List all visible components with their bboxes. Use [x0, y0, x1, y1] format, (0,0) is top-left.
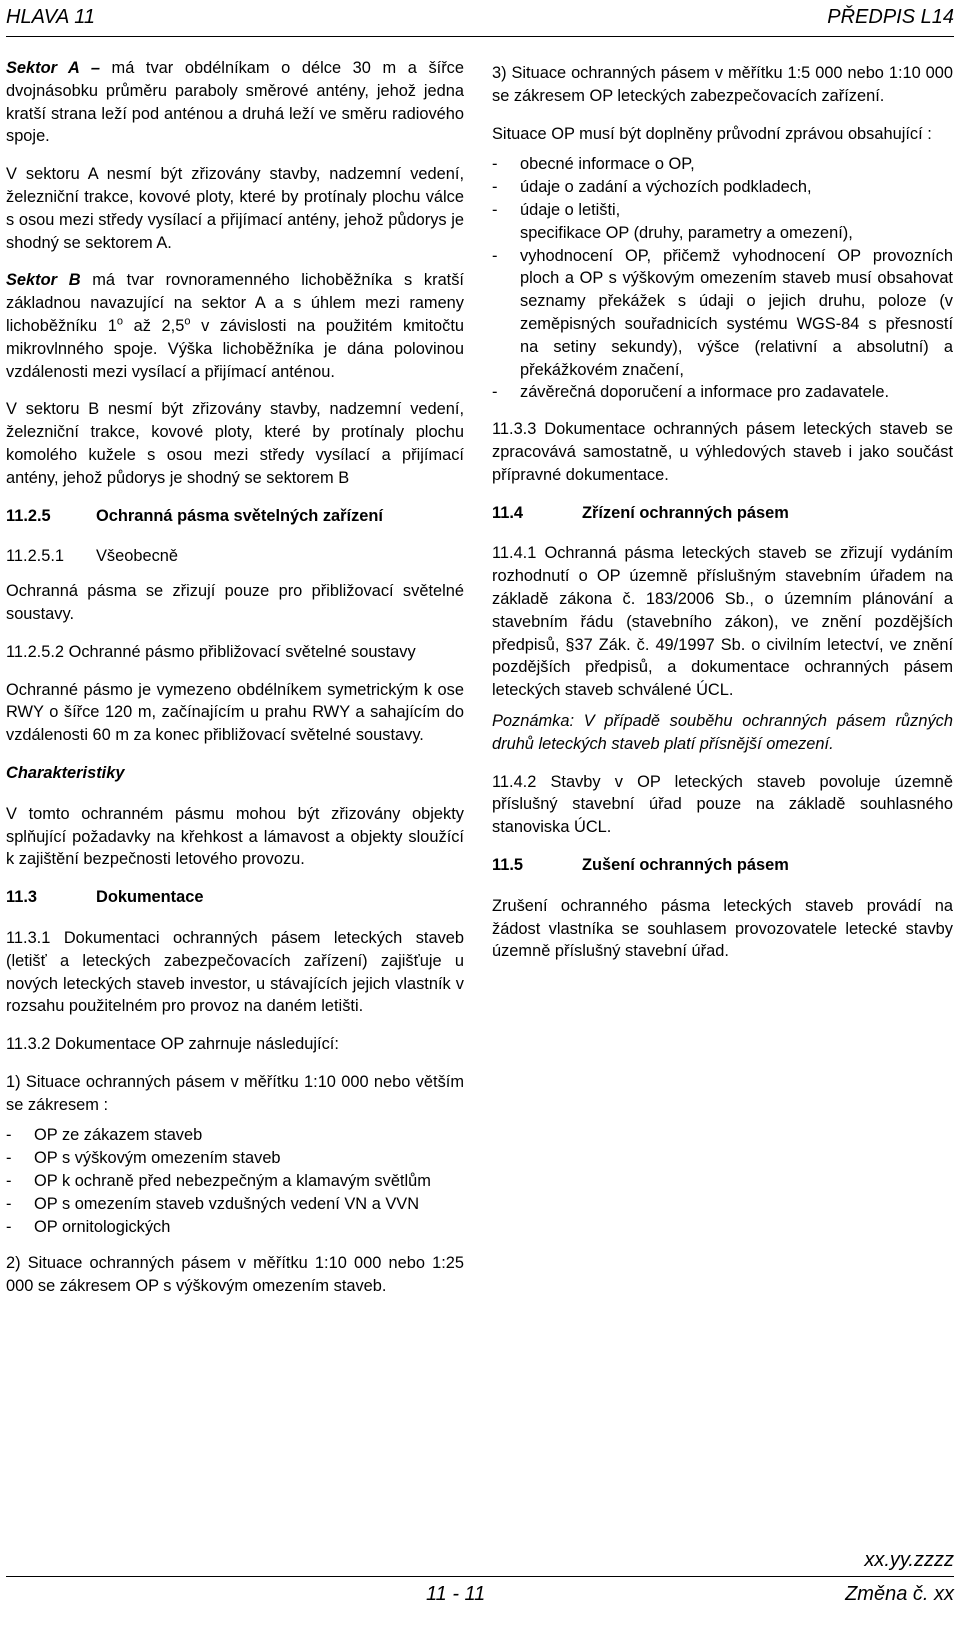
paragraph-zprava: Situace OP musí být doplněny průvodní zprávou obsahující : [492, 124, 932, 143]
footer-date: xx.yy.zzzz [864, 1549, 954, 1571]
section-heading-11-3: 11.3 Dokumentace [6, 888, 204, 907]
subsection-heading-11-2-5-1: 11.2.5.1 Všeobecně [6, 547, 179, 566]
paragraph-sektor-b-restrict: V sektoru B nesmí být zřizovány stavby, nadzemní vedení, železniční trakce, kovové ploty, které by protínaly plochu komolého kužele s osou mezi středy vysílací a přijímací antény, jehož půdorys je shodný se sektorem B [6, 400, 464, 487]
paragraph-charakteristiky: V tomto ochranném pásmu mohou být zřizovány objekty splňující požadavky na křehkost a lámavost a objekty sloužící k zajištění bezpečnosti letového provozu. [6, 804, 464, 869]
item-1-list [6, 1124, 464, 1238]
list-item: - závěrečná doporučení a informace pro zadavatele. [492, 383, 890, 402]
paragraph-sektor-a: Sektor A – má tvar obdélníkam o délce 30 m a šířce dvojnásobku průměru paraboly směrové antény, jehož jedna kratší strana leží pod anténou a druhá leží ve směru radiového spoje. [6, 59, 464, 146]
list-item: - OP ze zákazem staveb [6, 1126, 203, 1145]
right-column [492, 62, 953, 978]
list-item: - OP s výškovým omezením staveb [6, 1149, 281, 1168]
paragraph-11-3-1: 11.3.1 Dokumentaci ochranných pásem leteckých staveb (letišť a leteckých zabezpečovacích zařízení) zajišťuje u nových leteckých staveb investor, u stávajících jejich vlastník v rozsahu použitelném pro provoz na daném letišti. [6, 928, 464, 1016]
heading-charakteristiky: Charakteristiky [6, 763, 125, 782]
paragraph-11-5: Zrušení ochranného pásma leteckých staveb provádí na žádost vlastníka se souhlasem provozovatele letecké stavby územně příslušný stavební úřad. [492, 896, 953, 961]
chapter-label: HLAVA 11 [6, 6, 95, 28]
list-item: - OP ornitologických [6, 1217, 171, 1236]
list-item: - OP s omezením staveb vzdušných vedení VN a VVN [6, 1194, 420, 1213]
paragraph-item-3: 3) Situace ochranných pásem v měřítku 1:5 000 nebo 1:10 000 se zákresem OP leteckých zabezpečovacích zařízení. [492, 64, 953, 105]
page-number: 11 - 11 [426, 1583, 486, 1605]
left-column [6, 57, 464, 1313]
paragraph-item-1: 1) Situace ochranných pásem v měřítku 1:10 000 nebo větším se zákresem : [6, 1072, 464, 1114]
subsection-heading-11-2-5-2: 11.2.5.2 Ochranné pásmo přibližovací světelné soustavy [6, 642, 416, 661]
paragraph-item-2: 2) Situace ochranných pásem v měřítku 1:10 000 nebo 1:25 000 se zákresem OP s výškovým omezením staveb. [6, 1254, 464, 1296]
section-heading-11-5: 11.5 Zušení ochranných pásem [492, 855, 789, 874]
page-footer [6, 1549, 954, 1605]
paragraph-11-2-5-1: Ochranná pásma se zřizují pouze pro přibližovací světelné soustavy. [6, 582, 464, 623]
paragraph-sektor-b: Sektor B má tvar rovnoramenného lichoběžníka s kratší základnou navazující na sektor A a s úhlem mezi rameny lichoběžníku 1$^o$ až 2,5$^o$ v závislosti na použitém kmitočtu mikrovlnného spoje. Výška lichoběžníka je dána polovinou vzdálenosti mezi vysílací a přijímací anténou. [6, 271, 464, 381]
section-heading-11-4: 11.4 Zřízení ochranných pásem [492, 503, 789, 522]
regulation-label: PŘEDPIS L14 [827, 6, 954, 28]
paragraph-11-4-1: 11.4.1 Ochranná pásma leteckých staveb se zřizují vydáním rozhodnutí o OP územně příslušným stavebním úřadem na základě zákona č. 183/2006 Sb., o územním plánování a stavebním řádu (stavebního zákon), ve znění pozdějších předpisů, §37 Zák. č. 49/1997 Sb. o civilním letectví, ve znění pozdějších předpisů, a dokumentace ochranných pásem leteckých staveb schválené ÚCL. [492, 544, 953, 700]
paragraph-11-4-2: 11.4.2 Stavby v OP leteckých staveb povoluje územně příslušný stavební úřad pouze na základě souhlasného stanoviska ÚCL. [492, 772, 953, 837]
list-item: - vyhodnocení OP, přičemž vyhodnocení OP provozních ploch a OP s výškovým omezením staveb musí obsahovat seznamy překážek s údaji o jejich druhu, poloze (v zeměpisných souřadnicích systému WGS-84 s přesností na setiny sekundy), výšce (relativní a absolutní) a překážkovém značení, [492, 246, 953, 379]
page-header [6, 0, 954, 37]
paragraph-11-2-5-2: Ochranné pásmo je vymezeno obdélníkem symetrickým k ose RWY o šířce 120 m, začínajícím u prahu RWY a sahajícím do vzdálenosti 60 m za konec přibližovací světelné soustavy. [6, 680, 464, 745]
list-item: specifikace OP (druhy, parametry a omezení), [520, 223, 853, 242]
list-item: - OP k ochraně před nebezpečným a klamavým světlům [6, 1172, 431, 1191]
change-number: Změna č. xx [845, 1583, 954, 1605]
sektor-a-label: Sektor A – [6, 59, 100, 77]
list-item: - údaje o zadání a výchozích podkladech, [492, 178, 812, 197]
note-paragraph: Poznámka: V případě souběhu ochranných pásem různých druhů leteckých staveb platí přísnější omezení. [492, 711, 953, 753]
list-item: - údaje o letišti, [492, 200, 621, 219]
zprava-list [492, 153, 953, 404]
list-item: - obecné informace o OP, [492, 155, 695, 174]
sektor-b-label: Sektor B [6, 271, 81, 290]
paragraph-11-3-3: 11.3.3 Dokumentace ochranných pásem leteckých staveb se zpracovává samostatně, u výhledových staveb i jako součást přípravné dokumentace. [492, 420, 953, 484]
paragraph-sektor-a-restrict: V sektoru A nesmí být zřizovány stavby, nadzemní vedení, železniční trakce, kovové ploty, které by protínaly plochu válce s osou mezi středy vysílací a přijímací antény, jehož půdorys je shodný se sektorem A. [6, 165, 464, 252]
paragraph-11-3-2: 11.3.2 Dokumentace OP zahrnuje následující: [6, 1035, 339, 1054]
section-heading-11-2-5: 11.2.5 Ochranná pásma světelných zařízení [6, 506, 383, 525]
